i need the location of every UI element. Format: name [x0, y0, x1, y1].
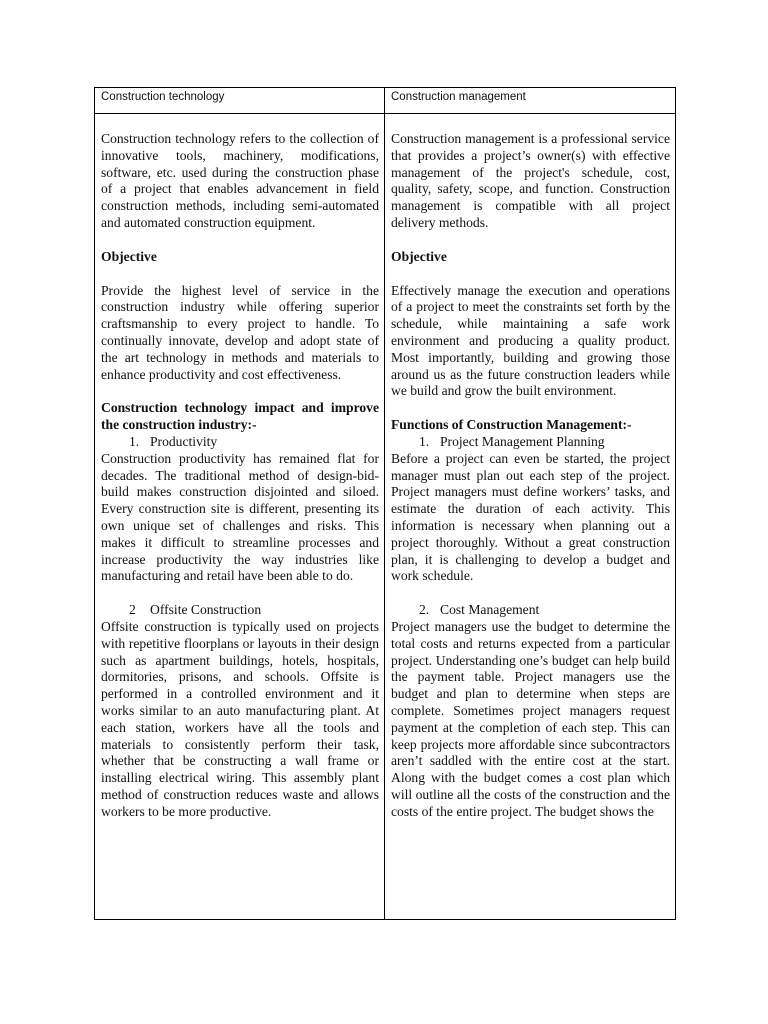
management-item1-title	[391, 434, 670, 451]
technology-item1-text: Construction productivity has remained flat for decades. The traditional method of design-bid-build makes construction disjointed and siloed. Every construction site is different, presenting its own unique set of challenges and risks. This makes it difficult to streamline processes and increase productivity the way industries like manufacturing and retail have been able to do.	[101, 450, 379, 584]
management-column	[385, 114, 675, 919]
management-item1-text: Before a project can even be started, the project manager must plan out each step of the project. Project managers must define workers’ tasks, and estimate the duration of each activity. This information is necessary when planning out a project thoroughly. Without a great construction plan, it is challenging to develop a budget and work schedule.	[391, 450, 670, 584]
management-item2-text: Project managers use the budget to determine the total costs and returns expected from a particular project. Understanding one’s budget can help build the payment table. Project managers use the budget and plan to determine when steps are complete. Sometimes project managers request payment at the completion of each step. This can keep projects more affordable since subcontractors aren’t saddled with the entire cost at the start. Along with the budget comes a cost plan which will outline all the costs of the construction and the costs of the entire project. The budget shows the	[391, 618, 670, 819]
list-number: 1.	[129, 433, 140, 449]
table-body-row	[95, 114, 675, 919]
technology-impact-heading: Construction technology impact and improve the construction industry:-	[101, 400, 379, 433]
list-number: 2	[129, 602, 136, 618]
management-item2-title	[391, 602, 670, 619]
technology-item1-title	[101, 434, 379, 451]
comparison-table	[94, 87, 676, 920]
table-header-row	[95, 88, 675, 114]
list-number: 1.	[419, 433, 430, 449]
technology-column	[95, 114, 385, 919]
management-objective-heading: Objective	[391, 248, 447, 264]
list-title: Offsite Construction	[150, 602, 262, 618]
technology-objective-text: Provide the highest level of service in the construction industry while offering superior craftsmanship to every project to handle. To continually innovate, develop and adopt state of the art technology in methods and materials to enhance productivity and cost effectiveness.	[101, 282, 379, 382]
management-intro: Construction management is a professional service that provides a project’s owner(s) with effective management of the project's schedule, cost, quality, safety, scope, and function. Construction management is compatible with all project delivery methods.	[391, 131, 670, 230]
list-title: Cost Management	[440, 602, 540, 618]
management-functions-heading: Functions of Construction Management:-	[391, 417, 632, 433]
technology-intro: Construction technology refers to the collection of innovative tools, machinery, modifications, software, etc. used during the construction phase of a project that enables advancement in field construction methods, including semi-automated and automated construction equipment.	[101, 131, 379, 230]
list-number: 2.	[419, 602, 430, 618]
technology-objective-heading: Objective	[101, 248, 157, 264]
list-title: Project Management Planning	[440, 433, 605, 449]
technology-item2-title	[101, 602, 379, 619]
technology-item2-text: Offsite construction is typically used on projects with repetitive floorplans or layouts in their design such as apartment buildings, hotels, hospitals, dormitories, prisons, and schools. Offsite is performed in a controlled environment and it works similar to an auto manufacturing plant. At each station, workers have all the tools and materials to consistently perform their task, whether that be constructing a wall frame or installing electrical wiring. This assembly plant method of construction reduces waste and allows workers to be more productive.	[101, 618, 379, 819]
list-title: Productivity	[150, 433, 218, 449]
header-construction-management: Construction management	[391, 91, 526, 103]
management-objective-text: Effectively manage the execution and operations of a project to meet the constraints set forth by the schedule, while maintaining a safe work environment and producing a quality product. Most importantly, building and growing those around us as the future construction leaders while we build and grow the built environment.	[391, 282, 670, 399]
header-construction-technology: Construction technology	[95, 88, 385, 113]
